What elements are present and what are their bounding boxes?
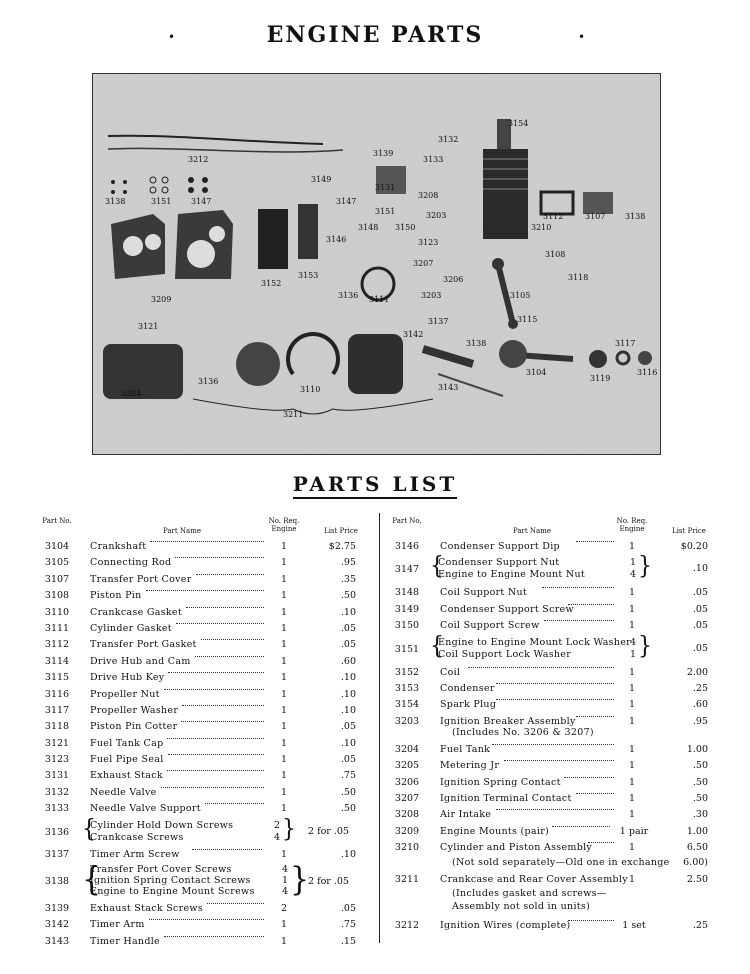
- table-header: [42, 513, 368, 539]
- part-name: Propeller Washer: [90, 704, 179, 716]
- photo-label: 3151: [375, 207, 396, 216]
- part-number: 3136: [44, 826, 70, 838]
- part-name: Engine to Engine Mount Screws: [90, 886, 255, 898]
- photo-label: 3203: [421, 291, 442, 300]
- table-row: 3149 Condenser Support Screw 1 .05: [394, 603, 708, 615]
- parts-list-left: [42, 513, 368, 950]
- part-name: Piston Pin: [90, 590, 142, 602]
- part-name: Connecting Rod: [90, 557, 172, 569]
- table-row: 3203 Ignition Breaker Assembly 1 .95 (Includes No. 3206 & 3207): [394, 715, 708, 738]
- photo-label: 3206: [443, 275, 464, 284]
- table-row: 3204 Fuel Tank 1 1.00: [394, 743, 708, 755]
- price: .05: [340, 903, 356, 915]
- photo-label: 3203: [426, 211, 447, 220]
- table-row: [42, 539, 368, 555]
- photo-label: 3204: [121, 389, 142, 398]
- price: .05: [340, 721, 356, 733]
- part-name: Needle Valve: [90, 786, 157, 798]
- part-name: Timer Arm: [90, 919, 145, 931]
- price: .60: [340, 655, 356, 667]
- part-name: Drive Hub and Cam: [90, 655, 191, 667]
- qty: 1: [280, 655, 288, 667]
- table-row: [42, 917, 368, 933]
- photo-label: 3105: [510, 291, 531, 300]
- table-header: [392, 513, 714, 539]
- part-number: 3118: [44, 721, 70, 733]
- part-number: 3132: [44, 786, 70, 798]
- photo-label: 3148: [358, 223, 379, 232]
- header-no-req: No. Req. Engine: [268, 517, 300, 533]
- table-row: [42, 768, 368, 784]
- part-number: 3143: [44, 935, 70, 947]
- header-part-no: Part No.: [42, 517, 72, 525]
- part-number: 3116: [44, 688, 70, 700]
- price: $2.75: [328, 541, 356, 552]
- price: .50: [340, 803, 356, 815]
- photo-label: 3138: [625, 212, 646, 221]
- qty: 2: [274, 819, 281, 831]
- qty: 1: [280, 803, 288, 815]
- table-row: [42, 934, 368, 950]
- part-name: Timer Handle: [90, 935, 160, 947]
- part-number: 3115: [44, 672, 70, 684]
- photo-label: 3212: [188, 155, 209, 164]
- parts-list-right: [392, 513, 714, 934]
- price: .05: [340, 639, 356, 651]
- price: .10: [340, 737, 356, 749]
- header-part-name: Part Name: [512, 527, 552, 535]
- part-name: Exhaust Stack Screws: [90, 903, 203, 915]
- table-row: 3151 { Engine to Engine Mount Lock Washer Coil Support Lock Washer 4 1 } .05: [394, 632, 708, 660]
- table-row: 3136 { Cylinder Hold Down Screws Crankcase Screws 2 4 } 2 for .05: [42, 818, 368, 847]
- qty: 1: [280, 935, 288, 947]
- qty: 1: [280, 672, 288, 684]
- price: .95: [340, 557, 356, 569]
- part-name: Transfer Port Gasket: [90, 639, 197, 651]
- photo-label: 3110: [300, 385, 321, 394]
- part-number: 3133: [44, 803, 70, 815]
- part-number: 3131: [44, 770, 70, 782]
- page-title: ENGINE PARTS: [266, 22, 484, 48]
- photo-label: 3142: [403, 330, 424, 339]
- photo-label: 3117: [615, 339, 636, 348]
- table-row: 3208 Air Intake 1 .30: [394, 809, 708, 821]
- qty: 4: [274, 831, 281, 843]
- qty: 4: [282, 886, 289, 898]
- table-row: 3210 Cylinder and Piston Assembly 1 6.50 (Not sold separately—Old one in exchange 6.00): [394, 842, 708, 869]
- qty: 4: [282, 864, 289, 876]
- table-row: 3212 Ignition Wires (complete) 1 set .25: [394, 920, 708, 932]
- price: .10: [340, 848, 356, 860]
- photo-label: 3149: [311, 175, 332, 184]
- table-row: 3152 Coil 1 2.00: [394, 666, 708, 678]
- table-row: [42, 736, 368, 752]
- part-name: Fuel Tank Cap: [90, 737, 164, 749]
- photo-label: 3137: [428, 317, 449, 326]
- table-row: 3154 Spark Plug 1 .60: [394, 699, 708, 711]
- qty: 1: [280, 606, 288, 618]
- price: .35: [340, 573, 356, 585]
- part-name: Exhaust Stack: [90, 770, 163, 782]
- part-number: 3123: [44, 754, 70, 766]
- header-part-no: Part No.: [392, 517, 422, 525]
- qty: 1: [280, 786, 288, 798]
- qty: 1: [280, 622, 288, 634]
- table-row: 3153 Condenser 1 .25: [394, 682, 708, 694]
- table-row: [42, 555, 368, 571]
- part-number: 3138: [44, 876, 70, 888]
- photo-label: 3138: [105, 197, 126, 206]
- table-row: 3209 Engine Mounts (pair) 1 pair 1.00: [394, 825, 708, 837]
- photo-label: 3147: [336, 197, 357, 206]
- table-row: [42, 670, 368, 686]
- table-row: [42, 719, 368, 735]
- table-row: [42, 621, 368, 637]
- part-number: 3114: [44, 655, 70, 667]
- price: 2 for .05: [308, 825, 349, 837]
- part-number: 3121: [44, 737, 70, 749]
- part-name: Ignition Spring Contact Screws: [90, 875, 251, 887]
- part-number: 3105: [44, 557, 70, 569]
- part-name: Propeller Nut: [90, 688, 160, 700]
- qty: 1: [280, 704, 288, 716]
- photo-label: 3112: [543, 212, 564, 221]
- qty: 1: [280, 919, 288, 931]
- photo-label: 3154: [508, 119, 529, 128]
- table-row: [42, 572, 368, 588]
- table-row: 3148 Coil Support Nut 1 .05: [394, 587, 708, 599]
- table-row: 3146 Condenser Support Dip 1 $0.20: [394, 541, 708, 552]
- engine-parts-illustration: [93, 74, 660, 454]
- part-name: Fuel Pipe Seal: [90, 754, 164, 766]
- qty: 1: [280, 557, 288, 569]
- qty: 1: [280, 754, 288, 766]
- photo-label: 3208: [418, 191, 439, 200]
- part-number: 3111: [44, 622, 70, 634]
- photo-label: 3116: [637, 368, 658, 377]
- table-row: 3138 { Transfer Port Cover Screws Ignition Spring Contact Screws Engine to Engine Mount Screws 4 1 4 } 2 for .05: [42, 863, 368, 901]
- part-name: Cylinder Gasket: [90, 622, 172, 634]
- header-list-price: List Price: [324, 527, 358, 535]
- table-row: [42, 901, 368, 917]
- table-row: 3150 Coil Support Screw 1 .05: [394, 620, 708, 632]
- title-bullet-right: •: [578, 30, 586, 44]
- photo-label: 3115: [517, 315, 538, 324]
- qty: 1: [280, 848, 288, 860]
- photo-label: 3133: [423, 155, 444, 164]
- photo-label: 3104: [526, 368, 547, 377]
- photo-label: 3211: [283, 410, 304, 419]
- qty: 1: [282, 875, 289, 887]
- qty: 2: [280, 903, 288, 915]
- table-row: 3211 Crankcase and Rear Cover Assembly 1 2.50 (Includes gasket and screws— Assembly not sold in units): [394, 874, 708, 913]
- price: .10: [340, 672, 356, 684]
- qty: 1: [280, 639, 288, 651]
- part-name: Transfer Port Cover Screws: [90, 864, 232, 876]
- header-list-price: List Price: [672, 527, 706, 535]
- part-number: 3139: [44, 903, 70, 915]
- price: 2 for .05: [308, 876, 349, 888]
- price: .10: [340, 688, 356, 700]
- price: .05: [340, 622, 356, 634]
- photo-label: 3111: [369, 295, 390, 304]
- table-row: 3205 Metering Jr 1 .50: [394, 760, 708, 772]
- part-number: 3117: [44, 704, 70, 716]
- part-name: Transfer Port Cover: [90, 573, 192, 585]
- table-row: [42, 687, 368, 703]
- table-row: [42, 605, 368, 621]
- part-name: Crankcase Screws: [90, 831, 184, 843]
- price: .50: [340, 590, 356, 602]
- qty: 1: [280, 770, 288, 782]
- photo-label: 3119: [590, 374, 611, 383]
- table-row: [42, 654, 368, 670]
- photo-label: 3147: [191, 197, 212, 206]
- part-name: Needle Valve Support: [90, 803, 201, 815]
- engine-parts-photo: [92, 73, 661, 455]
- header-part-name: Part Name: [162, 527, 202, 535]
- photo-label: 3136: [198, 377, 219, 386]
- header-no-req: No. Req. Engine: [616, 517, 648, 533]
- qty: 1: [280, 541, 288, 552]
- qty: 1: [280, 590, 288, 602]
- part-number: 3108: [44, 590, 70, 602]
- photo-label: 3152: [261, 279, 282, 288]
- photo-label: 3153: [298, 271, 319, 280]
- table-row: [42, 588, 368, 604]
- photo-label: 3118: [568, 273, 589, 282]
- table-row: [42, 752, 368, 768]
- photo-label: 3210: [531, 223, 552, 232]
- part-name: Cylinder Hold Down Screws: [90, 819, 234, 831]
- price: .05: [340, 754, 356, 766]
- table-row: 3207 Ignition Terminal Contact 1 .50: [394, 792, 708, 804]
- photo-label: 3209: [151, 295, 172, 304]
- photo-label: 3123: [418, 238, 439, 247]
- parts-list-title: PARTS LIST: [0, 472, 750, 496]
- part-number: 3104: [44, 541, 70, 552]
- qty: 1: [280, 688, 288, 700]
- photo-label: 3136: [338, 291, 359, 300]
- qty: 1: [280, 721, 288, 733]
- part-name: Crankcase Gasket: [90, 606, 182, 618]
- photo-label: 3146: [326, 235, 347, 244]
- part-number: 3142: [44, 919, 70, 931]
- table-row: 3206 Ignition Spring Contact 1 .50: [394, 776, 708, 788]
- part-name: Piston Pin Cotter: [90, 721, 178, 733]
- price: .75: [340, 919, 356, 931]
- photo-label: 3108: [545, 250, 566, 259]
- column-divider: [379, 513, 380, 943]
- qty: 1: [280, 737, 288, 749]
- table-row: 3147 { Condenser Support Nut Engine to Engine Mount Nut 1 4 } .10: [394, 553, 708, 581]
- price: .10: [340, 606, 356, 618]
- photo-label: 3207: [413, 259, 434, 268]
- photo-label: 3131: [375, 183, 396, 192]
- photo-label: 3151: [151, 197, 172, 206]
- table-row: [42, 637, 368, 653]
- table-row: [42, 703, 368, 719]
- price: .10: [340, 704, 356, 716]
- part-name: Drive Hub Key: [90, 672, 165, 684]
- photo-label: 3107: [585, 212, 606, 221]
- part-number: 3137: [44, 848, 70, 860]
- part-name: Timer Arm Screw: [90, 848, 180, 860]
- photo-label: 3138: [466, 339, 487, 348]
- part-number: 3110: [44, 606, 70, 618]
- photo-label: 3143: [438, 383, 459, 392]
- qty: 1: [280, 573, 288, 585]
- title-bullet-left: •: [168, 30, 176, 44]
- table-row: [42, 785, 368, 801]
- photo-label: 3132: [438, 135, 459, 144]
- photo-label: 3150: [395, 223, 416, 232]
- price: .75: [340, 770, 356, 782]
- part-number: 3107: [44, 573, 70, 585]
- photo-label: 3139: [373, 149, 394, 158]
- part-name: Crankshaft: [90, 541, 147, 552]
- price: .15: [340, 935, 356, 947]
- price: .50: [340, 786, 356, 798]
- photo-label: 3121: [138, 322, 159, 331]
- part-number: 3112: [44, 639, 70, 651]
